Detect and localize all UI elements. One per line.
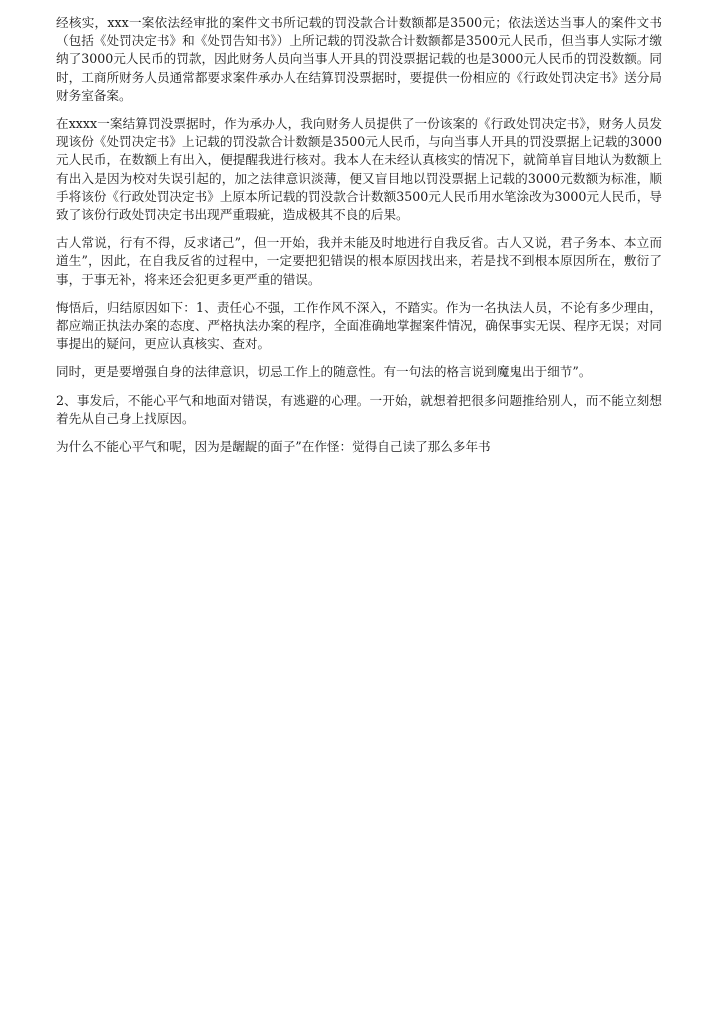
paragraph-self-reflection: 古人常说，行有不得，反求诸己”，但一开始，我并未能及时地进行自我反省。古人又说，君子务本、本立而道生”，因此，在自我反省的过程中，一定要把犯错误的根本原因找出来，若是找不到根本原因所在，敷衍了事，于事无补，将来还会犯更多更严重的错误。 xyxy=(56,235,662,287)
paragraph-legal-awareness: 同时，更是要增强自身的法律意识，切忌工作上的随意性。有一句法的格言说到魔鬼出于细节”。 xyxy=(56,364,592,380)
paragraph-incident: 在xxxx一案结算罚没票据时，作为承办人，我向财务人员提供了一份该案的《行政处罚决定书》，财务人员发现该份《处罚决定书》上记载的罚没款合计数额是3500元人民币，与向当事人开具的罚没票据上记载的3000元人民币，在数额上有出入，便提醒我进行核对。我本人在未经认真核实的情况下，就简单盲目地认为数额上有出入是因为校对失误引起的，加之法律意识淡薄，便又盲目地以罚没票据上记载的3000元数额为标准，顺手将该份《行政处罚决定书》上原本所记载的罚没款合计数额3500元人民币用水笔涂改为3000元人民币，导致了该份行政处罚决定书出现严重瑕疵，造成极其不良的后果。 xyxy=(56,116,662,223)
paragraph-cause-one: 悔悟后，归结原因如下：1、责任心不强，工作作风不深入，不踏实。作为一名执法人员，不论有多少理由，都应端正执法办案的态度、严格执法办案的程序，全面准确地掌握案件情况，确保事实无误、程序无误；对同事提出的疑问，更应认真核实、查对。 xyxy=(56,299,662,352)
paragraph-cause-two: 2、事发后，不能心平气和地面对错误，有逃避的心理。一开始，就想着把很多问题推给别人，而不能立刻想着先从自己身上找原因。 xyxy=(56,392,662,426)
paragraph-face: 为什么不能心平气和呢，因为是龌龊的面子”在作怪：觉得自己读了那么多年书 xyxy=(56,439,491,455)
paragraph-verification: 经核实，xxx一案依法经审批的案件文书所记载的罚没款合计数额都是3500元；依法送达当事人的案件文书（包括《处罚决定书》和《处罚告知书》）上所记载的罚没款合计数额都是3500元人民币，但当事人实际才缴纳了3000元人民币的罚款，因此财务人员向当事人开具的罚没票据记载的也是3000元人民币的罚没数额。同时，工商所财务人员通常都要求案件承办人在结算罚没票据时，要提供一份相应的《行政处罚决定书》送分局财务室备案。 xyxy=(56,15,662,103)
document-body xyxy=(56,14,662,466)
